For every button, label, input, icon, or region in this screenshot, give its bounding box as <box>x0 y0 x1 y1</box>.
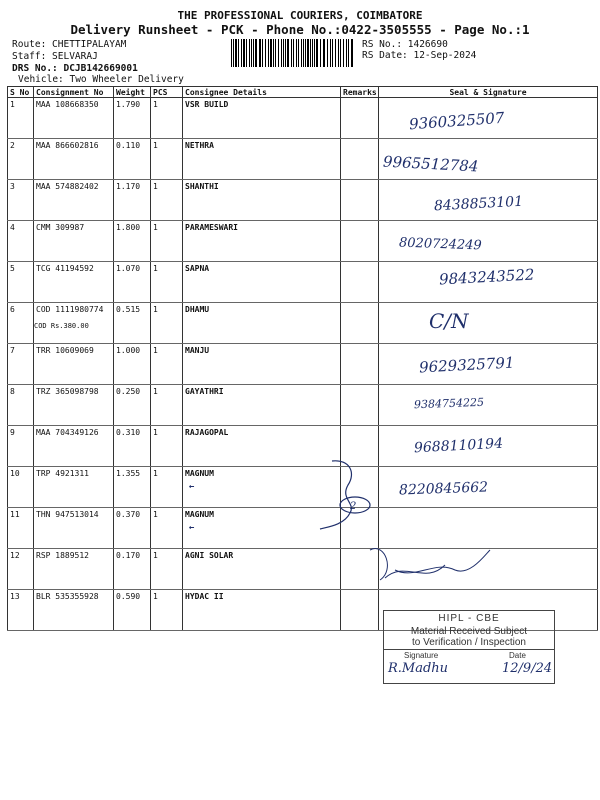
barcode-bar <box>303 39 304 67</box>
cell-pcs: 1 <box>151 262 183 303</box>
col-header-pcs: PCS <box>151 87 183 98</box>
cell-sno: 5 <box>8 262 34 303</box>
barcode-bar <box>238 39 239 67</box>
cell-signature <box>379 221 598 262</box>
cell-pcs: 1 <box>151 180 183 221</box>
cell-pcs: 1 <box>151 426 183 467</box>
col-header-sno: S No <box>8 87 34 98</box>
staff-label: Staff: SELVARAJ <box>12 51 98 62</box>
barcode-bar <box>265 39 266 67</box>
barcode-bar <box>327 39 328 67</box>
table-row <box>8 139 598 180</box>
handwritten-signature: C/N <box>429 309 469 333</box>
arrow-left-icon: ← <box>189 482 195 492</box>
cell-sno: 8 <box>8 385 34 426</box>
barcode-bar <box>275 39 276 67</box>
route-label: Route: CHETTIPALAYAM <box>12 39 127 50</box>
col-header-remarks: Remarks <box>341 87 379 98</box>
barcode-bar <box>296 39 297 67</box>
cell-consignment-no: MAA 108668350 <box>34 98 114 139</box>
cell-remarks <box>341 590 379 631</box>
barcode-bar <box>332 39 333 67</box>
barcode-bar <box>301 39 302 67</box>
cell-weight: 1.800 <box>114 221 151 262</box>
cell-consignee: AGNI SOLAR <box>183 549 341 590</box>
barcode-bar <box>348 39 349 67</box>
handwritten-signature: 9360325507 <box>408 108 505 134</box>
stamp-signature: R.Madhu <box>388 661 449 676</box>
handwritten-signature: 9688110194 <box>413 435 504 457</box>
barcode-bar <box>241 39 242 67</box>
barcode-bar <box>253 39 254 67</box>
cell-pcs: 1 <box>151 385 183 426</box>
cell-sno: 4 <box>8 221 34 262</box>
barcode-bar <box>231 39 232 67</box>
col-header-consignment: Consignment No <box>34 87 114 98</box>
cell-remarks <box>341 303 379 344</box>
cell-sno: 7 <box>8 344 34 385</box>
cell-pcs: 1 <box>151 98 183 139</box>
barcode-bar <box>268 39 269 67</box>
barcode-bar <box>246 39 247 67</box>
barcode-bar <box>310 39 311 67</box>
cell-consignee: RAJAGOPAL <box>183 426 341 467</box>
barcode-bar <box>281 39 282 67</box>
cell-remarks <box>341 344 379 385</box>
barcode-bar <box>283 39 284 67</box>
cell-weight: 1.070 <box>114 262 151 303</box>
cell-signature <box>379 139 598 180</box>
cell-consignment-no: BLR 535355928 <box>34 590 114 631</box>
cell-consignment-no: MAA 704349126 <box>34 426 114 467</box>
barcode-bar <box>307 39 309 67</box>
table-row <box>8 508 598 549</box>
barcode-bar <box>249 39 250 67</box>
cell-weight: 0.110 <box>114 139 151 180</box>
barcode-bar <box>233 39 234 67</box>
cell-pcs: 1 <box>151 221 183 262</box>
barcode-bar <box>346 39 347 67</box>
cell-weight: 1.355 <box>114 467 151 508</box>
cell-consignment-no: TRZ 365098798 <box>34 385 114 426</box>
cell-signature <box>379 426 598 467</box>
barcode-bar <box>343 39 344 67</box>
cell-consignment-no: MAA 866602816 <box>34 139 114 180</box>
cell-remarks <box>341 262 379 303</box>
barcode-bar <box>273 39 274 67</box>
table-row <box>8 344 598 385</box>
barcode-bar <box>278 39 279 67</box>
stamp-line2: Material Received Subject <box>410 626 528 637</box>
cell-signature <box>379 344 598 385</box>
barcode-bar <box>351 39 353 67</box>
handwritten-signature: 9965512784 <box>382 152 479 176</box>
table-row <box>8 180 598 221</box>
cell-sno: 9 <box>8 426 34 467</box>
barcode-bar <box>338 39 339 67</box>
barcode-bar <box>287 39 289 67</box>
cell-consignee: VSR BUILD <box>183 98 341 139</box>
cell-consignee: GAYATHRI <box>183 385 341 426</box>
cell-consignment-no: TCG 41194592 <box>34 262 114 303</box>
cell-sno: 1 <box>8 98 34 139</box>
cell-remarks <box>341 98 379 139</box>
barcode-bar <box>235 39 237 67</box>
col-header-weight: Weight <box>114 87 151 98</box>
barcode-bar <box>291 39 292 67</box>
table-row <box>8 221 598 262</box>
cod-amount: COD Rs.380.00 <box>34 322 89 330</box>
handwritten-signature: 9843243522 <box>438 265 535 289</box>
barcode-bar <box>251 39 252 67</box>
drs-number: DRS No.: DCJB142669001 <box>12 63 138 74</box>
col-header-consignee: Consignee Details <box>183 87 341 98</box>
stamp-line3: to Verification / Inspection <box>412 637 526 648</box>
bracket-annotation <box>310 455 390 535</box>
table-row <box>8 303 598 344</box>
cell-weight: 0.170 <box>114 549 151 590</box>
stamp-signature-label: Signature <box>404 651 439 660</box>
table-row <box>8 262 598 303</box>
cell-consignee: SHANTHI <box>183 180 341 221</box>
cell-signature <box>379 98 598 139</box>
stamp-divider <box>384 649 554 650</box>
cell-consignee: PARAMESWARI <box>183 221 341 262</box>
handwritten-signature: 9629325791 <box>418 353 515 377</box>
barcode-bar <box>293 39 294 67</box>
cell-consignee: SAPNA <box>183 262 341 303</box>
cell-sno: 11 <box>8 508 34 549</box>
barcode-bar <box>314 39 315 67</box>
table-row <box>8 98 598 139</box>
cell-sno: 2 <box>8 139 34 180</box>
cell-signature <box>379 303 598 344</box>
cell-pcs: 1 <box>151 303 183 344</box>
stamp-header: HIPL - CBE <box>438 613 500 624</box>
cell-consignee: MANJU <box>183 344 341 385</box>
cell-consignment-no: CMM 309987 <box>34 221 114 262</box>
handwritten-signature: 9384754225 <box>413 395 485 412</box>
cell-weight: 0.370 <box>114 508 151 549</box>
table-row <box>8 385 598 426</box>
verification-stamp <box>383 610 555 684</box>
cell-pcs: 1 <box>151 508 183 549</box>
svg-text:2: 2 <box>350 501 357 512</box>
col-header-signature: Seal & Signature <box>379 87 598 98</box>
stamp-date-label: Date <box>509 651 526 660</box>
barcode-bar <box>335 39 336 67</box>
barcode-bar <box>340 39 341 67</box>
cell-signature <box>379 262 598 303</box>
cell-pcs: 1 <box>151 139 183 180</box>
rs-date: RS Date: 12-Sep-2024 <box>362 50 477 61</box>
cell-remarks <box>341 385 379 426</box>
cell-pcs: 1 <box>151 467 183 508</box>
rs-number: RS No.: 1426690 <box>362 39 448 50</box>
cell-consignee: MAGNUM ← <box>183 508 341 549</box>
barcode-bar <box>270 39 272 67</box>
cell-consignment-no: TRP 4921311 <box>34 467 114 508</box>
barcode-bar <box>298 39 299 67</box>
cell-weight: 1.170 <box>114 180 151 221</box>
cell-sno: 13 <box>8 590 34 631</box>
cell-consignment-no: RSP 1889512 <box>34 549 114 590</box>
table-row <box>8 467 598 508</box>
cell-signature <box>379 467 598 508</box>
barcode-bar <box>255 39 257 67</box>
company-title: THE PROFESSIONAL COURIERS, COIMBATORE <box>177 9 423 22</box>
cell-consignment-no: COD 1111980774 COD Rs.380.00 <box>34 303 114 344</box>
handwritten-signature: 8020724249 <box>398 235 482 254</box>
cell-consignment-no: MAA 574882402 <box>34 180 114 221</box>
handwritten-signature: 8220845662 <box>398 479 489 499</box>
cell-consignment-no: TRR 10609069 <box>34 344 114 385</box>
barcode-bar <box>316 39 318 67</box>
seal-scribble <box>365 540 495 590</box>
table-row <box>8 549 598 590</box>
barcode-bar <box>320 39 321 67</box>
cell-weight: 0.250 <box>114 385 151 426</box>
barcode-bar <box>259 39 261 67</box>
cell-consignee: MAGNUM ← <box>183 467 341 508</box>
cell-remarks <box>341 221 379 262</box>
cell-weight: 0.590 <box>114 590 151 631</box>
cell-weight: 1.790 <box>114 98 151 139</box>
cell-sno: 3 <box>8 180 34 221</box>
cell-signature <box>379 385 598 426</box>
cell-sno: 12 <box>8 549 34 590</box>
cell-consignee: HYDAC II <box>183 590 341 631</box>
cell-remarks <box>341 180 379 221</box>
barcode-bar <box>312 39 313 67</box>
cell-consignee: DHAMU <box>183 303 341 344</box>
cell-pcs: 1 <box>151 549 183 590</box>
barcode-bar <box>330 39 331 67</box>
vehicle-label: Vehicle: Two Wheeler Delivery <box>18 74 184 85</box>
barcode-bar <box>243 39 245 67</box>
barcode-bar <box>323 39 325 67</box>
table-header-row <box>8 87 598 98</box>
cell-pcs: 1 <box>151 344 183 385</box>
barcode-bar <box>262 39 263 67</box>
cell-consignee: NETHRA <box>183 139 341 180</box>
table-row <box>8 426 598 467</box>
runsheet-title: Delivery Runsheet - PCK - Phone No.:0422-3505555 - Page No.:1 <box>70 22 530 37</box>
cell-weight: 1.000 <box>114 344 151 385</box>
cell-pcs: 1 <box>151 590 183 631</box>
cell-weight: 0.515 <box>114 303 151 344</box>
cell-consignment-no: THN 947513014 <box>34 508 114 549</box>
runsheet-table <box>7 86 598 631</box>
cell-weight: 0.310 <box>114 426 151 467</box>
cell-sno: 10 <box>8 467 34 508</box>
cell-remarks <box>341 139 379 180</box>
handwritten-signature: 8438853101 <box>433 193 524 215</box>
barcode-bar <box>285 39 286 67</box>
barcode <box>231 39 355 67</box>
barcode-bar <box>305 39 306 67</box>
stamp-date: 12/9/24 <box>502 661 553 676</box>
arrow-left-icon: ← <box>189 523 195 533</box>
cell-sno: 6 <box>8 303 34 344</box>
cell-signature <box>379 180 598 221</box>
